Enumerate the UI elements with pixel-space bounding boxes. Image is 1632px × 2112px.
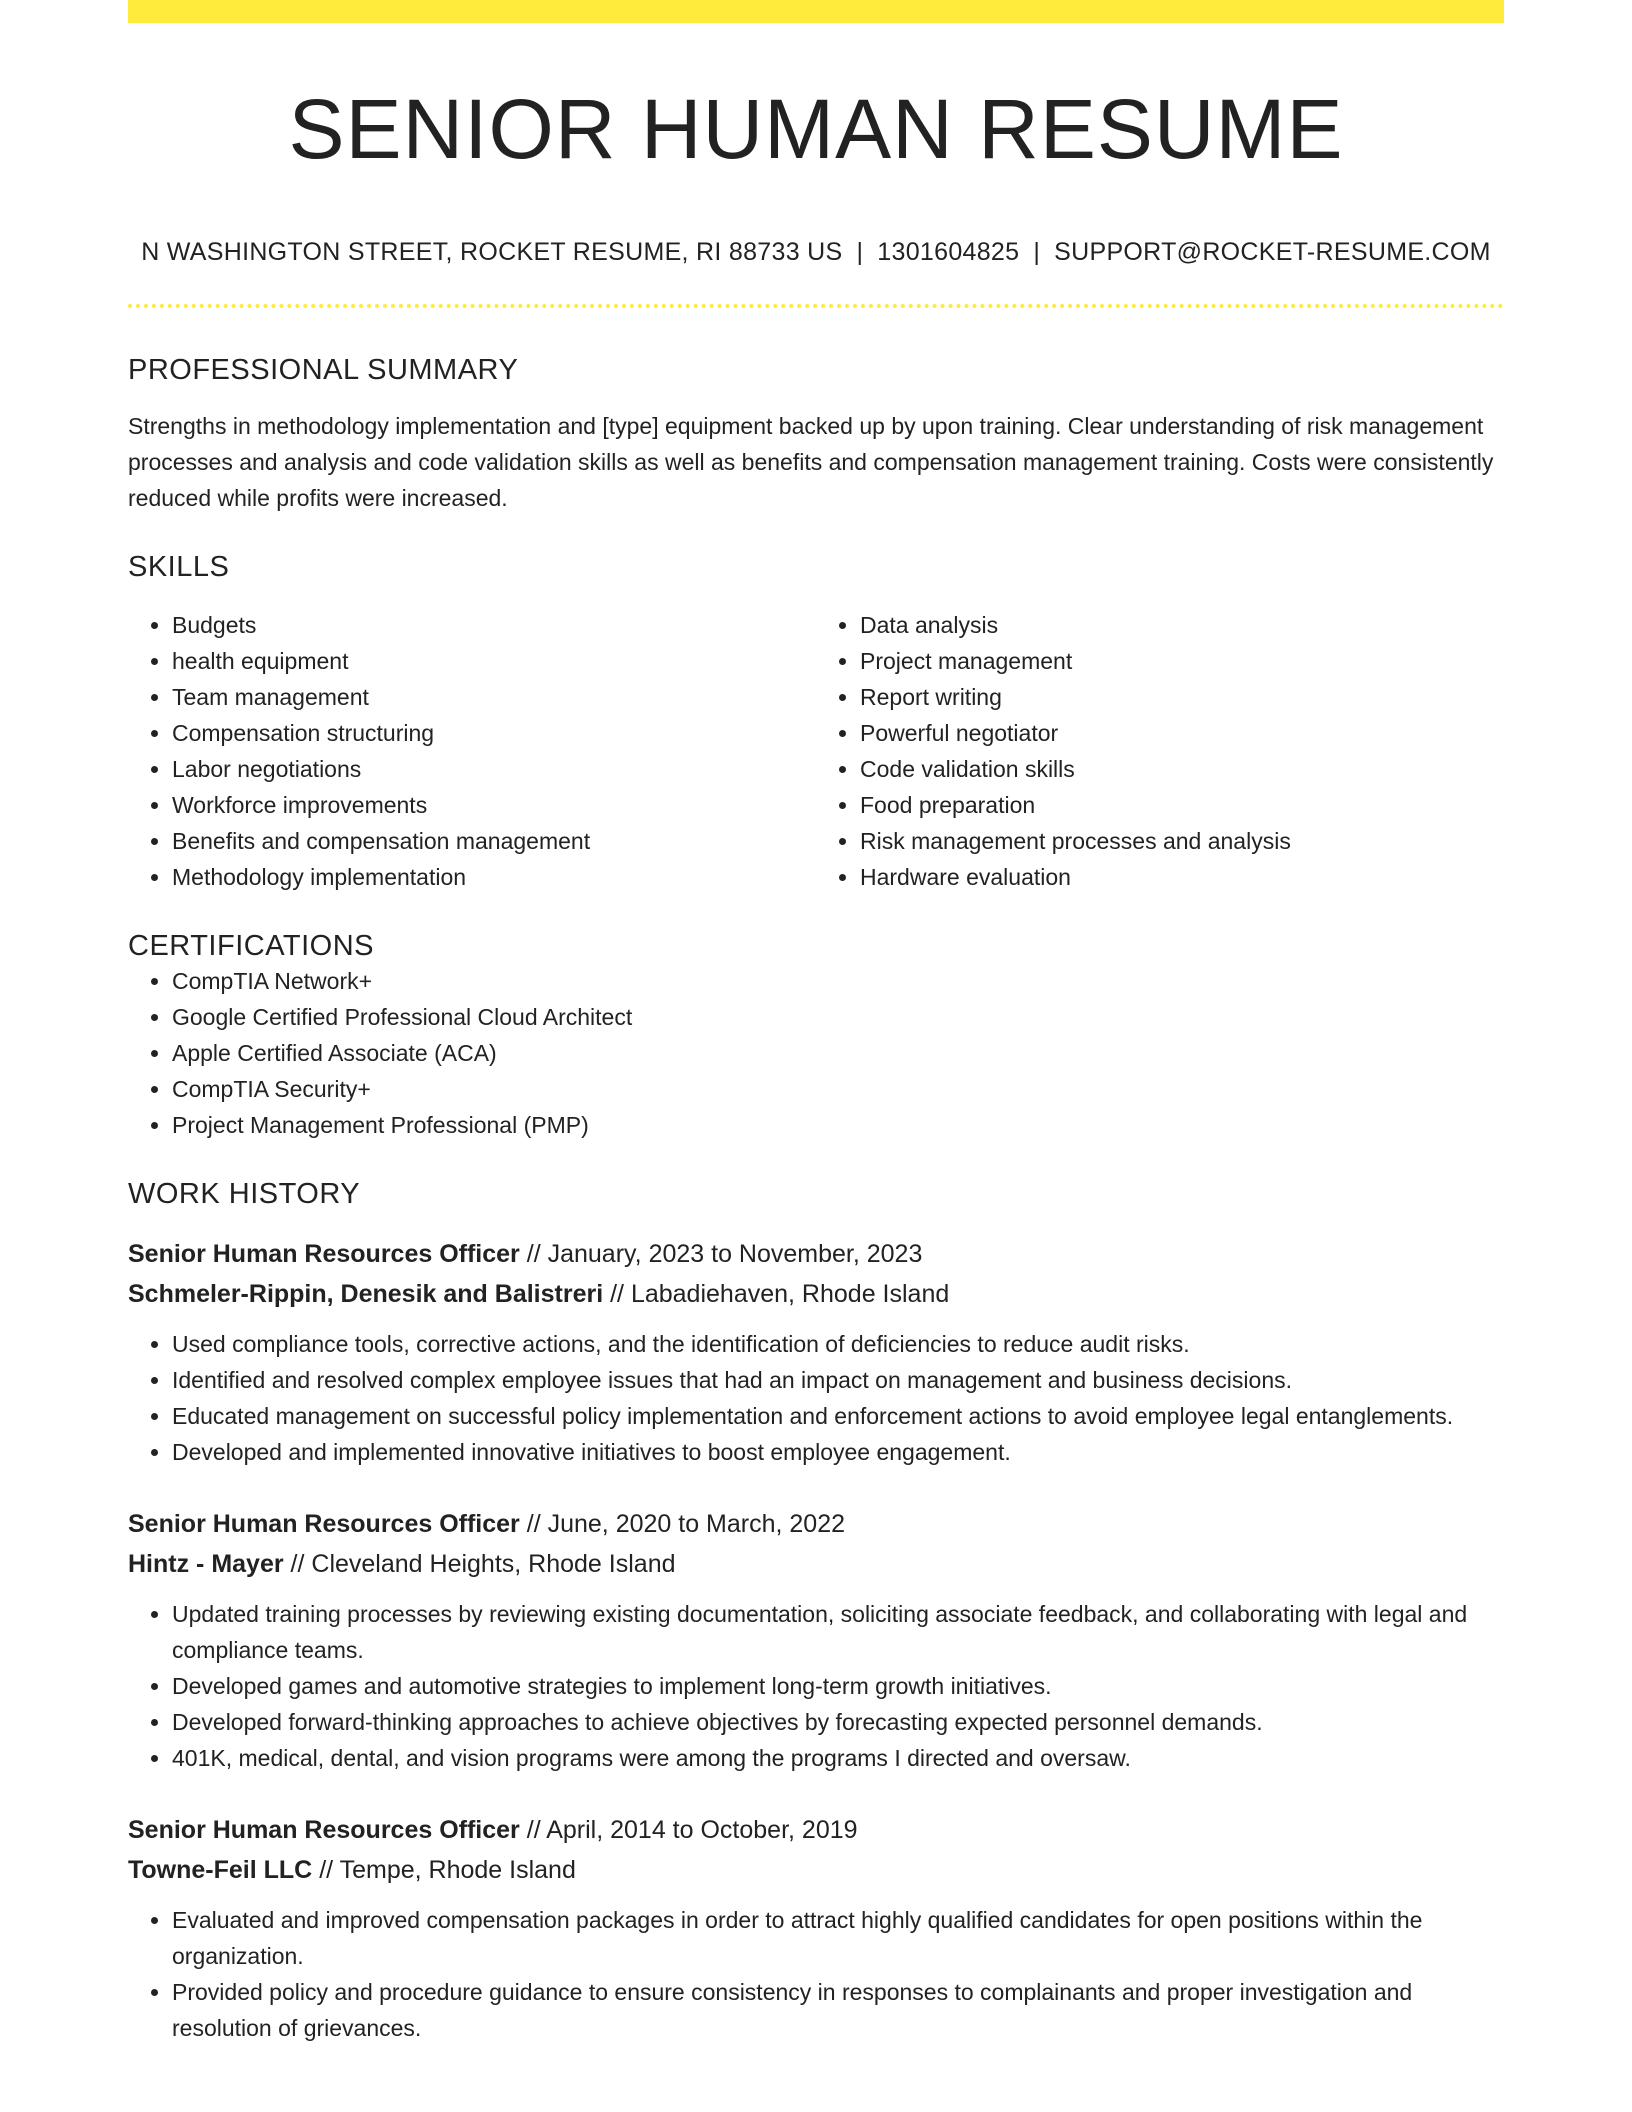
resume-page (128, 0, 1504, 2046)
contact-phone: 1301604825 (877, 238, 1020, 266)
skill-item: • Budgets (172, 607, 816, 643)
job-location: // Tempe, Rhode Island (319, 1856, 576, 1885)
job-bullet: • Developed forward-thinking approaches to achieve objectives by forecasting expected personnel demands. (172, 1704, 1504, 1740)
job-title-line (128, 1504, 1504, 1544)
job-bullet: • 401K, medical, dental, and vision programs were among the programs I directed and oversaw. (172, 1740, 1504, 1776)
top-accent-bar (128, 0, 1504, 23)
job-dates: // June, 2020 to March, 2022 (526, 1510, 846, 1539)
skill-item: • Food preparation (860, 787, 1504, 823)
job-dates: // April, 2014 to October, 2019 (526, 1816, 858, 1845)
skill-item: • Code validation skills (860, 751, 1504, 787)
job-title-line (128, 1234, 1504, 1274)
job-bullet: • Provided policy and procedure guidance to ensure consistency in responses to complainants and proper investigation and resolution of grievances. (172, 1974, 1504, 2046)
skills-list-right (816, 607, 1504, 895)
skill-item: • health equipment (172, 643, 816, 679)
resume-name: SENIOR HUMAN RESUME (288, 82, 1344, 176)
job-bullet: • Identified and resolved complex employee issues that had an impact on management and business decisions. (172, 1362, 1504, 1398)
job-company-line (128, 1850, 1504, 1890)
skills-list-left (128, 607, 816, 895)
skill-item: • Risk management processes and analysis (860, 823, 1504, 859)
skills-columns (128, 607, 1504, 895)
job-entry (128, 1504, 1504, 1776)
skill-item: • Compensation structuring (172, 715, 816, 751)
job-bullet: • Developed games and automotive strategies to implement long-term growth initiatives. (172, 1668, 1504, 1704)
contact-separator: | (1033, 238, 1041, 266)
contact-line (128, 238, 1504, 267)
job-entry (128, 1234, 1504, 1470)
job-company: Schmeler-Rippin, Denesik and Balistreri (128, 1280, 604, 1309)
work-history-heading: WORK HISTORY (128, 1178, 361, 1211)
job-bullets (128, 1902, 1504, 2046)
job-title: Senior Human Resources Officer (128, 1510, 520, 1539)
job-bullet: • Developed and implemented innovative initiatives to boost employee engagement. (172, 1434, 1504, 1470)
certification-item: • CompTIA Network+ (172, 963, 1504, 999)
job-bullets (128, 1596, 1504, 1776)
job-bullet: • Updated training processes by reviewing existing documentation, soliciting associate feedback, and collaborating with legal and compliance teams. (172, 1596, 1504, 1668)
job-dates: // January, 2023 to November, 2023 (526, 1240, 923, 1269)
job-title: Senior Human Resources Officer (128, 1240, 520, 1269)
skills-heading: SKILLS (128, 550, 230, 583)
job-bullet: • Educated management on successful policy implementation and enforcement actions to avoid employee legal entanglements. (172, 1398, 1504, 1434)
job-company-line (128, 1544, 1504, 1584)
job-bullet: • Evaluated and improved compensation packages in order to attract highly qualified candidates for open positions within the organization. (172, 1902, 1504, 1974)
skill-item: • Team management (172, 679, 816, 715)
skill-item: • Powerful negotiator (860, 715, 1504, 751)
certification-item: • CompTIA Security+ (172, 1071, 1504, 1107)
skill-item: • Project management (860, 643, 1504, 679)
job-title: Senior Human Resources Officer (128, 1816, 520, 1845)
skill-item: • Hardware evaluation (860, 859, 1504, 895)
summary-heading: PROFESSIONAL SUMMARY (128, 354, 519, 386)
contact-separator: | (856, 238, 864, 266)
job-company: Hintz - Mayer (128, 1550, 284, 1579)
dotted-divider (128, 304, 1504, 308)
skill-item: • Workforce improvements (172, 787, 816, 823)
summary-text: Strengths in methodology implementation and [type] equipment backed up by upon training. Clear understanding of risk management processes and analysis and code validation skills as well as benefits and compensation management training. Costs were consistently reduced while profits were increased. (128, 412, 1494, 511)
skill-item: • Labor negotiations (172, 751, 816, 787)
job-location: // Labadiehaven, Rhode Island (610, 1280, 950, 1309)
skill-item: • Methodology implementation (172, 859, 816, 895)
certification-item: • Project Management Professional (PMP) (172, 1107, 1504, 1143)
skill-item: • Data analysis (860, 607, 1504, 643)
contact-email[interactable]: SUPPORT@ROCKET-RESUME.COM (1054, 238, 1491, 266)
certification-item: • Apple Certified Associate (ACA) (172, 1035, 1504, 1071)
certification-item: • Google Certified Professional Cloud Architect (172, 999, 1504, 1035)
certifications-heading: CERTIFICATIONS (128, 929, 374, 962)
contact-address: N WASHINGTON STREET, ROCKET RESUME, RI 88733 US (141, 238, 843, 266)
skill-item: • Benefits and compensation management (172, 823, 816, 859)
job-bullets (128, 1326, 1504, 1470)
certifications-list (128, 963, 1504, 1143)
job-location: // Cleveland Heights, Rhode Island (290, 1550, 676, 1579)
job-bullet: • Used compliance tools, corrective actions, and the identification of deficiencies to reduce audit risks. (172, 1326, 1504, 1362)
job-title-line (128, 1810, 1504, 1850)
job-entry (128, 1810, 1504, 2046)
job-company-line (128, 1274, 1504, 1314)
skill-item: • Report writing (860, 679, 1504, 715)
job-company: Towne-Feil LLC (128, 1856, 313, 1885)
